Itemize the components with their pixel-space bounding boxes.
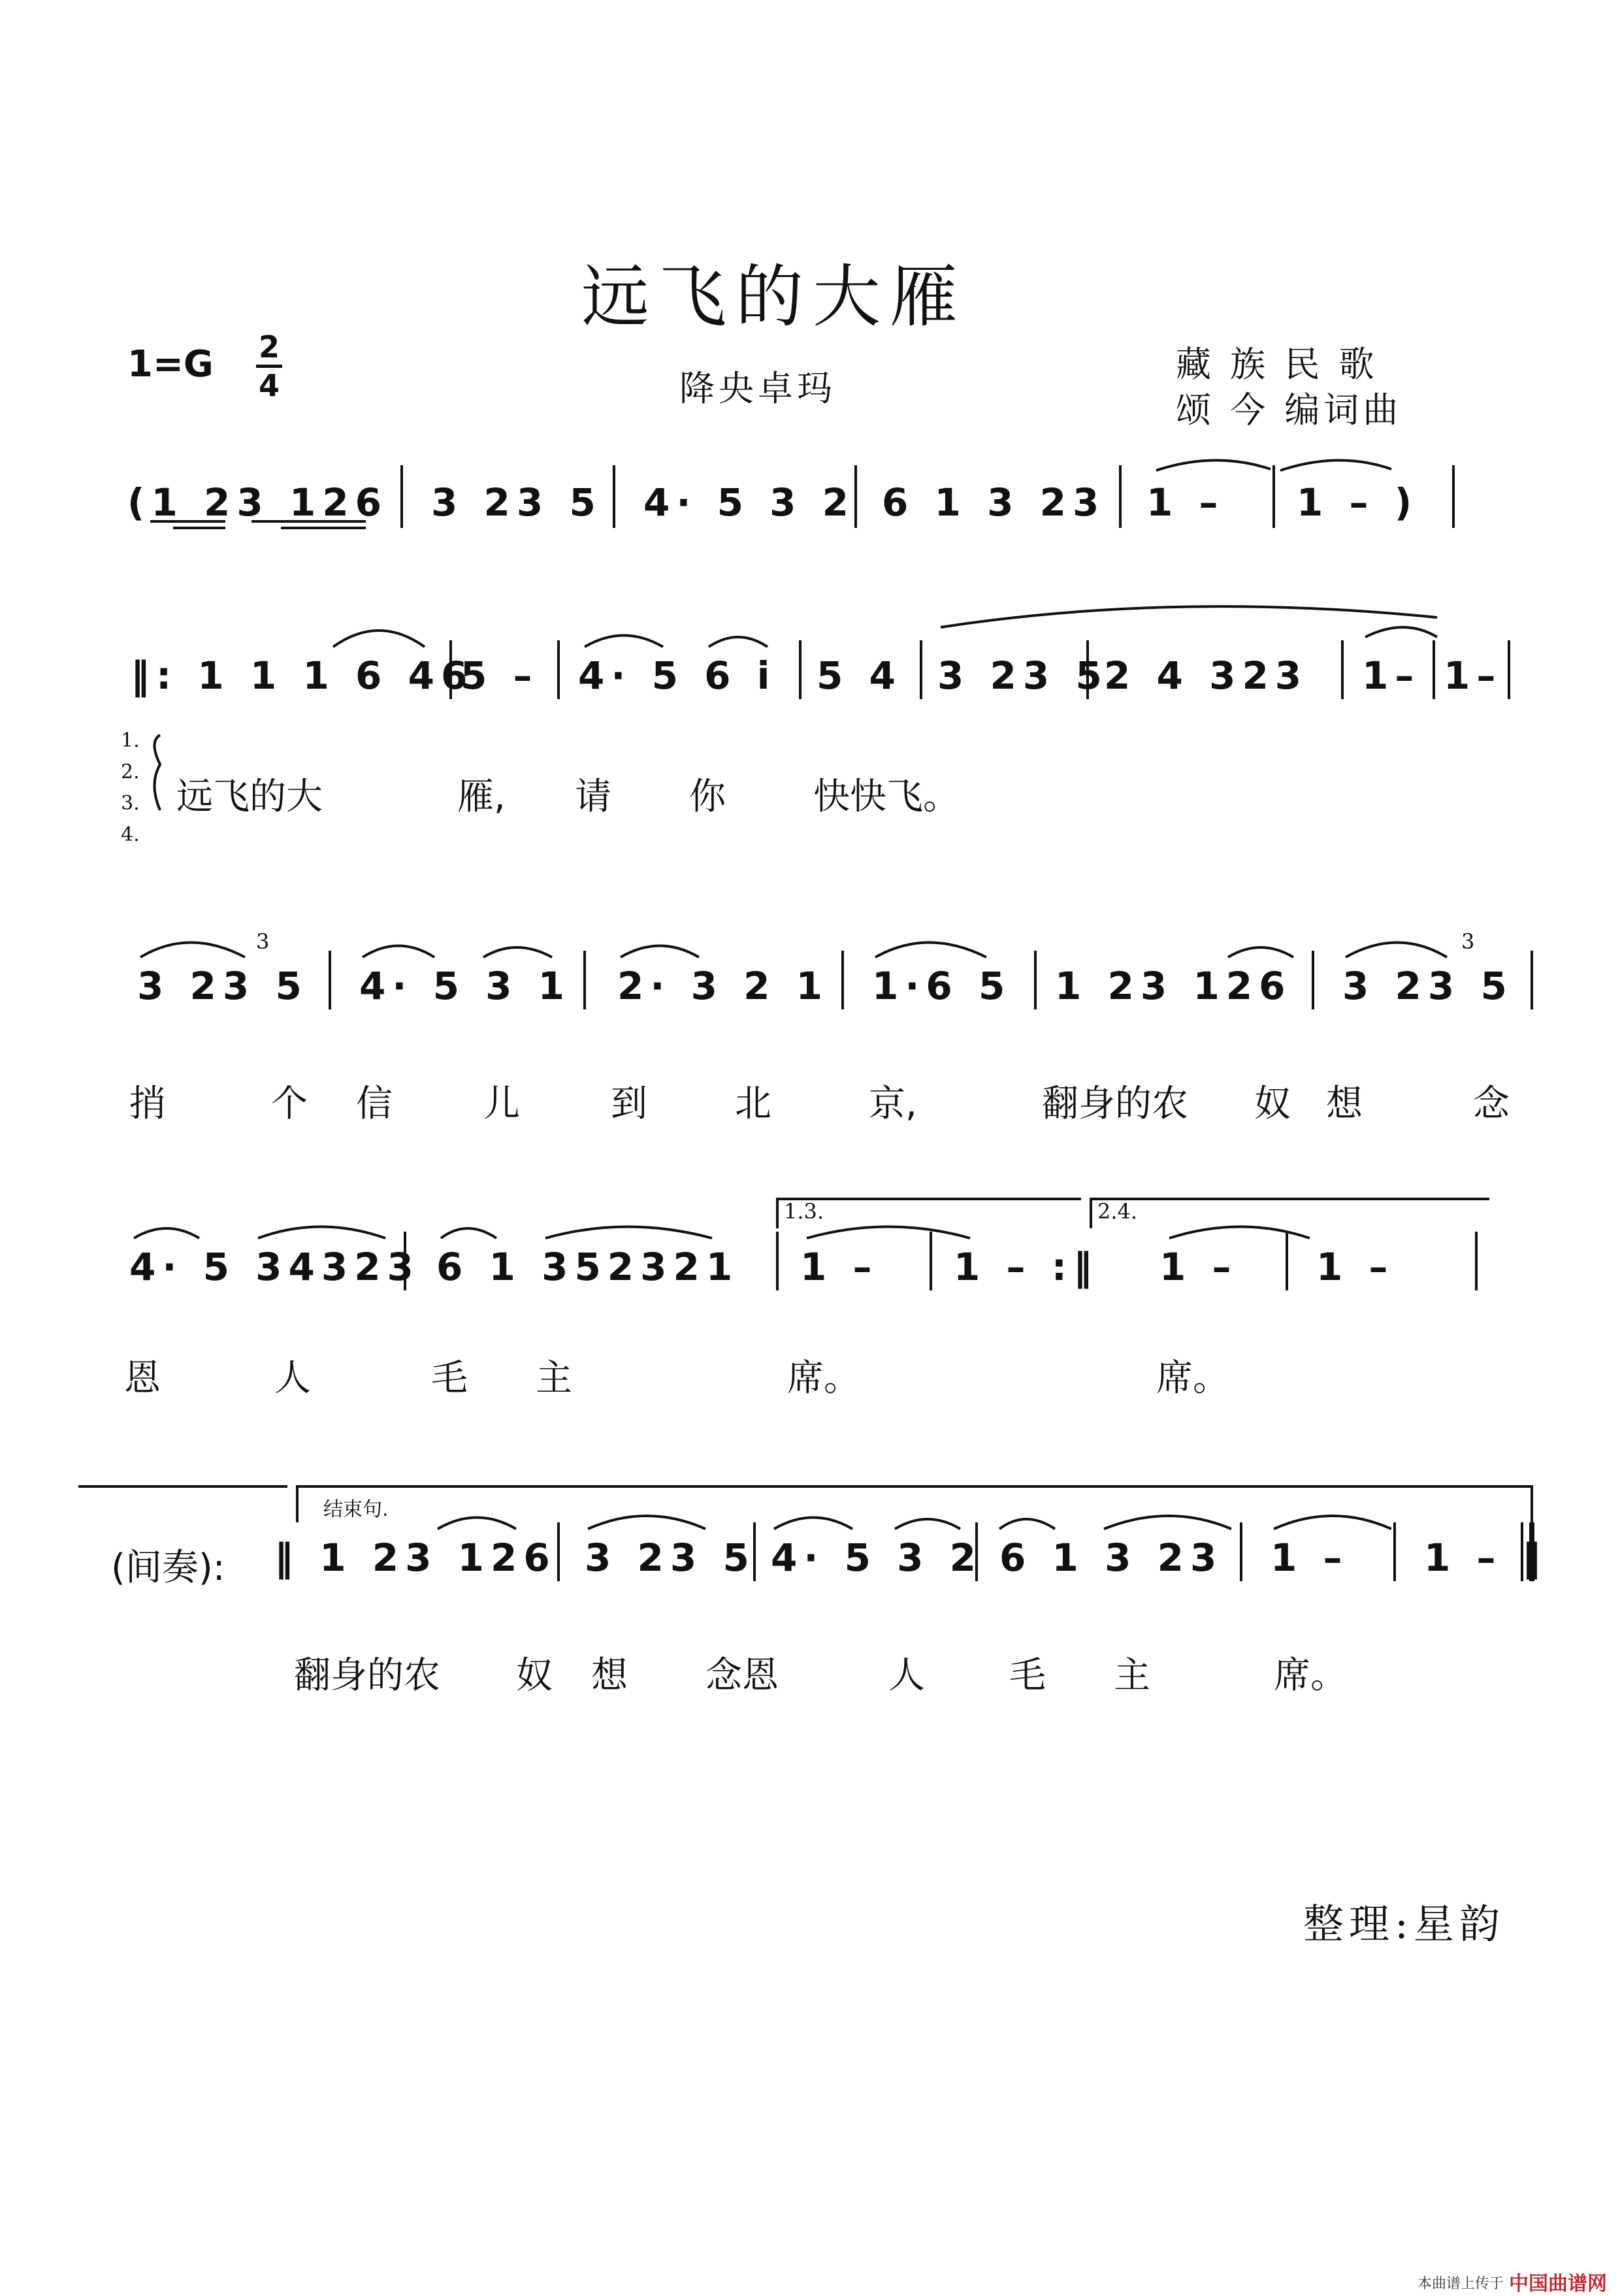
system-2-measure-1: ‖: 1 1 1 6 46: [131, 653, 474, 698]
system-4-lyric-5: 席。: [787, 1357, 860, 1400]
system-3-measure-4: 1·6 5: [872, 964, 1012, 1008]
system-1-measure-2: 3 23 5: [431, 480, 602, 525]
system-5-measure-6: 1 – ‖: [1424, 1535, 1547, 1580]
system-3-lyric-3: 信: [356, 1083, 393, 1125]
system-1-measure-3: 4· 5 3 2: [643, 480, 856, 525]
system-4-lyric-3: 毛: [431, 1357, 468, 1400]
system-3-lyric-4: 儿: [483, 1083, 520, 1125]
system-3-lyric-2: 个: [271, 1083, 308, 1125]
system-3-measure-5: 1 23 126: [1055, 964, 1292, 1008]
system-5-lyric-5: 人: [888, 1654, 925, 1697]
system-2-measure-3: 4· 5 6 i: [578, 653, 777, 698]
singer-name: 降央卓玛: [679, 368, 836, 409]
system-5-lyric-3: 想: [591, 1654, 628, 1697]
system-5-lyric-7: 主: [1114, 1654, 1150, 1697]
verse-numbers: 1. 2. 3. 4.: [121, 729, 140, 846]
system-3-measure-2: 4· 5 3 1: [359, 964, 572, 1008]
system-4-lyric-6: 席。: [1156, 1357, 1229, 1400]
system-4-lyric-2: 人: [274, 1357, 311, 1400]
system-4-measure-2: 6 1 352321: [436, 1245, 739, 1289]
origin-label: 藏 族 民 歌: [1176, 344, 1378, 385]
interlude-label: (间奏):: [111, 1547, 225, 1589]
system-2-lyric-1: 远飞的大: [176, 776, 323, 818]
system-2-lyric-3: 请: [575, 776, 611, 818]
system-5-lyric-1: 翻身的农: [294, 1654, 440, 1697]
system-5-measure-5: 1 –: [1271, 1535, 1349, 1580]
time-sig-bottom: 4: [258, 368, 280, 403]
system-1-measure-6: 1 – ): [1297, 480, 1419, 525]
volta-2-label: 2.4.: [1097, 1199, 1138, 1224]
system-4-measure-1: 4· 5 34323: [129, 1245, 420, 1289]
system-5-measure-3: 4· 5 3 2: [771, 1535, 983, 1580]
system-4-lyric-1: 恩: [124, 1357, 161, 1400]
system-2-measure-5: 3 23 5: [937, 653, 1109, 698]
system-3-lyric-1: 捎: [129, 1083, 166, 1125]
credit-label: 整理:星韵: [1303, 1900, 1505, 1948]
system-3-lyric-7: 京,: [869, 1083, 917, 1125]
ending-label: 结束句.: [323, 1498, 389, 1521]
system-3-lyric-5: 到: [611, 1083, 647, 1125]
volta-1-label: 1.3.: [784, 1199, 824, 1224]
system-3-measure-3: 2· 3 2 1: [617, 964, 830, 1008]
system-4-measure-4: 1 – :‖: [954, 1245, 1099, 1289]
key-signature: 1=G: [127, 343, 214, 385]
system-2-lyric-4: 你: [689, 776, 726, 818]
system-1-measure-5: 1 –: [1146, 480, 1225, 525]
arranger-label: 颂 今 编词曲: [1176, 389, 1402, 431]
system-1-measure-1: (1 23 126: [127, 480, 389, 525]
system-4-measure-5: 1 –: [1159, 1245, 1238, 1289]
system-3-lyric-6: 北: [735, 1083, 771, 1125]
system-5-measure-4: 6 1 3 23: [999, 1535, 1223, 1580]
system-3-measure-1: 3 23 5: [137, 964, 308, 1008]
system-3-lyric-8: 翻身的农: [1042, 1083, 1188, 1125]
system-2-measure-6: 2 4 323: [1104, 653, 1308, 698]
system-2-lyric-2: 雁,: [457, 776, 506, 818]
system-5-measure-2: 3 23 5: [585, 1535, 756, 1580]
system-2-lyric-5: 快快飞。: [813, 776, 960, 818]
system-5-lyric-4: 念恩: [705, 1654, 779, 1697]
footer-logo: 中国曲谱网: [1509, 2272, 1607, 2295]
system-3-lyric-10: 想: [1326, 1083, 1363, 1125]
system-2-measure-7: 1–: [1362, 653, 1421, 698]
system-3-measure-6: 3 23 5: [1342, 964, 1514, 1008]
system-2-measure-4: 5 4: [817, 653, 902, 698]
system-2-measure-2: 5 –: [461, 653, 539, 698]
system-4-measure-6: 1 –: [1316, 1245, 1395, 1289]
system-3-lyric-9: 奴: [1254, 1083, 1291, 1125]
system-5-measure-1: ‖ 1 23 126: [274, 1535, 557, 1580]
score-title: 远飞的大雁: [581, 257, 967, 336]
system-4-measure-3: 1 –: [800, 1245, 879, 1289]
system-5-lyric-6: 毛: [1009, 1654, 1046, 1697]
system-5-lyric-2: 奴: [516, 1654, 553, 1697]
system-1-measure-4: 6 1 3 23: [882, 480, 1106, 525]
system-3-grace-note-2: 3: [1461, 929, 1475, 954]
system-3-grace-note: 3: [256, 929, 270, 954]
system-4-lyric-4: 主: [536, 1357, 572, 1400]
time-sig-top: 2: [258, 329, 280, 365]
system-5-lyric-8: 席。: [1274, 1654, 1347, 1697]
system-2-measure-8: 1–: [1444, 653, 1502, 698]
system-3-lyric-11: 念: [1473, 1083, 1510, 1125]
footer-note: 本曲谱上传于: [1418, 2276, 1504, 2292]
